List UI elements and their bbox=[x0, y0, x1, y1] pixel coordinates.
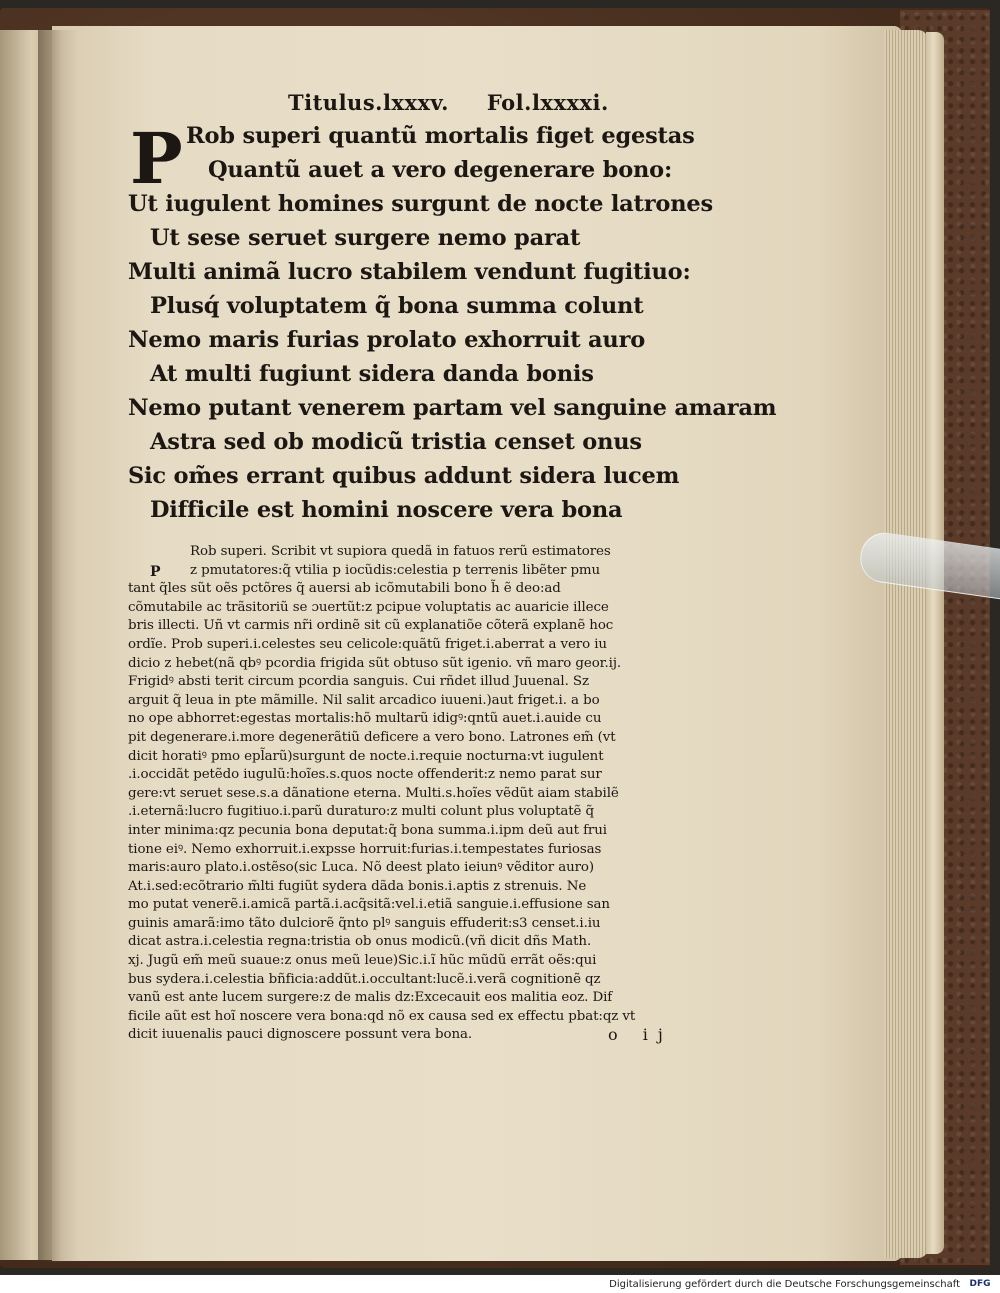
commentary-line: z pmutatores:q̃ vtilia p iocũdis:celestia p terrenis libẽter pmu bbox=[190, 562, 601, 578]
footer-bar bbox=[0, 1275, 1000, 1293]
decorated-initial: P bbox=[130, 117, 183, 200]
verse-line: At multi fugiunt sidera danda bonis bbox=[150, 361, 594, 387]
book-gutter bbox=[38, 30, 78, 1262]
commentary-line: inter minima:qz pecunia bona deputat:q̃ bona summa.i.ipm deũ aut frui bbox=[128, 822, 607, 838]
verse-line: Quantũ auet a vero degenerare bono: bbox=[208, 157, 673, 183]
commentary-line: ordĩe. Prob superi.i.celestes seu celicole:quãtũ friget.i.aberrat a vero iu bbox=[128, 636, 607, 652]
commentary-line: tione eiꝰ. Nemo exhorruit.i.expsse horruit:furias.i.tempestates furiosas bbox=[128, 841, 602, 857]
commentary-line: dicat astra.i.celestia regna:tristia ob onus modicũ.(vñ dicit dñs Math. bbox=[128, 934, 592, 950]
titulus-label: Titulus.lxxxv. bbox=[288, 90, 449, 115]
commentary-line: At.i.sed:ecõtrario m̃lti fugiũt sydera dãda bonis.i.aptis z strenuis. Ne bbox=[128, 878, 587, 894]
page-stack-edge bbox=[884, 30, 928, 1258]
verse-line: Ut iugulent homines surgunt de nocte latrones bbox=[128, 191, 713, 217]
commentary-line: Frigidꝰ absti terit circum pcordia sanguis. Cui rñdet illud Juuenal. Sz bbox=[128, 674, 589, 690]
commentary-line: dicio z hebet(nã qbꝰ pcordia frigida sũt obtuso sũt igenio. vñ maro geor.ij. bbox=[128, 655, 622, 671]
commentary-section bbox=[128, 543, 688, 1045]
commentary-line: Rob superi. Scribit vt supiora quedã in fatuos rerũ estimatores bbox=[190, 544, 611, 559]
verse-line: Plusq́ voluptatem q̃ bona summa colunt bbox=[150, 293, 644, 319]
fore-edge bbox=[926, 32, 944, 1254]
commentary-line: bris illecti. Uñ vt carmis nr̃i ordinẽ sit cũ explanatiõe cõterã explanẽ hoc bbox=[128, 618, 614, 634]
signature-mark: o ij bbox=[608, 1025, 673, 1044]
verse-section bbox=[128, 117, 777, 527]
verse-line: Difficile est homini noscere vera bona bbox=[150, 497, 623, 523]
commentary-line: .i.occidãt petẽdo iugulũ:hoĩes.s.quos nocte offenderit:z nemo parat sur bbox=[128, 767, 602, 783]
verse-line: Multi animã lucro stabilem vendunt fugitiuo: bbox=[128, 259, 691, 285]
commentary-line: tant q̃les sũt oẽs pctõres q̃ auersi ab icõmutabili bono h̃ ẽ deo:ad bbox=[128, 581, 561, 597]
commentary-line: pit degenerare.i.more degenerãtiũ deficere a vero bono. Latrones em̃ (vt bbox=[128, 729, 616, 745]
verse-line: Ut sese seruet surgere nemo parat bbox=[150, 225, 581, 251]
commentary-line: gere:vt seruet sese.s.a dãnatione eterna. Multi.s.hoĩes vẽdũt aiam stabilẽ bbox=[128, 785, 619, 801]
commentary-line: .i.eternã:lucro fugitiuo.i.parũ duraturo:z multi colunt plus voluptatẽ q̃ bbox=[128, 804, 594, 820]
verse-line: Nemo putant venerem partam vel sanguine amaram bbox=[128, 395, 777, 421]
commentary-line: guinis amarã:imo tãto dulciorẽ q̃nto plꝰ sanguis effuderit:s3 censet.i.iu bbox=[128, 915, 601, 931]
funding-notice: Digitalisierung gefördert durch die Deutsche Forschungsgemeinschaft bbox=[609, 1278, 960, 1290]
commentary-line: xj. Jugũ em̃ meũ suaue:z onus meũ leue)Sic.i.ĩ hũc mũdũ errãt oẽs:qui bbox=[128, 953, 597, 969]
commentary-line: arguit q̃ leua in pte mãmille. Nil salit arcadico iuueni.)aut friget.i. a bo bbox=[128, 692, 600, 708]
commentary-line: bus sydera.i.celestia bñficia:addũt.i.occultant:lucẽ.i.verã cognitionẽ qz bbox=[128, 971, 601, 987]
commentary-line: maris:auro plato.i.ostẽso(sic Luca. Nõ deest plato ieiunꝰ vẽditor auro) bbox=[128, 860, 594, 876]
verse-line: Sic om̃es errant quibus addunt sidera lucem bbox=[128, 463, 680, 489]
folio-number: Fol.lxxxxi. bbox=[486, 90, 609, 115]
commentary-initial: P bbox=[150, 564, 161, 580]
commentary-line: cõmutabile ac trãsitoriũ se ɔuertũt:z pcipue voluptatis ac auaricie illece bbox=[128, 599, 609, 615]
verse-line: Astra sed ob modicũ tristia censet onus bbox=[150, 429, 642, 455]
commentary-line: ficile aũt est hoĩ noscere vera bona:qd nõ ex causa sed ex effectu pbat:qz vt bbox=[128, 1008, 636, 1024]
verse-line: Rob superi quantũ mortalis figet egestas bbox=[186, 123, 695, 149]
dfg-logo: DFG bbox=[966, 1277, 994, 1291]
printed-text-block bbox=[128, 90, 777, 1045]
verse-line: Nemo maris furias prolato exhorruit auro bbox=[128, 327, 646, 353]
commentary-line: dicit iuuenalis pauci dignoscere possunt vera bona. bbox=[128, 1027, 473, 1043]
commentary-line: vanũ est ante lucem surgere:z de malis dz:Excecauit eos malitia eoz. Dif bbox=[128, 990, 613, 1006]
commentary-line: dicit horatiꝰ pmo epl̃arũ)surgunt de nocte.i.requie nocturna:vt iugulent bbox=[128, 748, 604, 764]
commentary-line: no ope abhorret:egestas mortalis:hõ multarũ idigꝰ:qntũ auet.i.auide cu bbox=[128, 711, 602, 727]
commentary-line: mo putat venerẽ.i.amicã partã.i.acq̃sitã:vel.i.etiã sanguie.i.effusione san bbox=[128, 897, 610, 913]
running-header bbox=[128, 90, 688, 115]
